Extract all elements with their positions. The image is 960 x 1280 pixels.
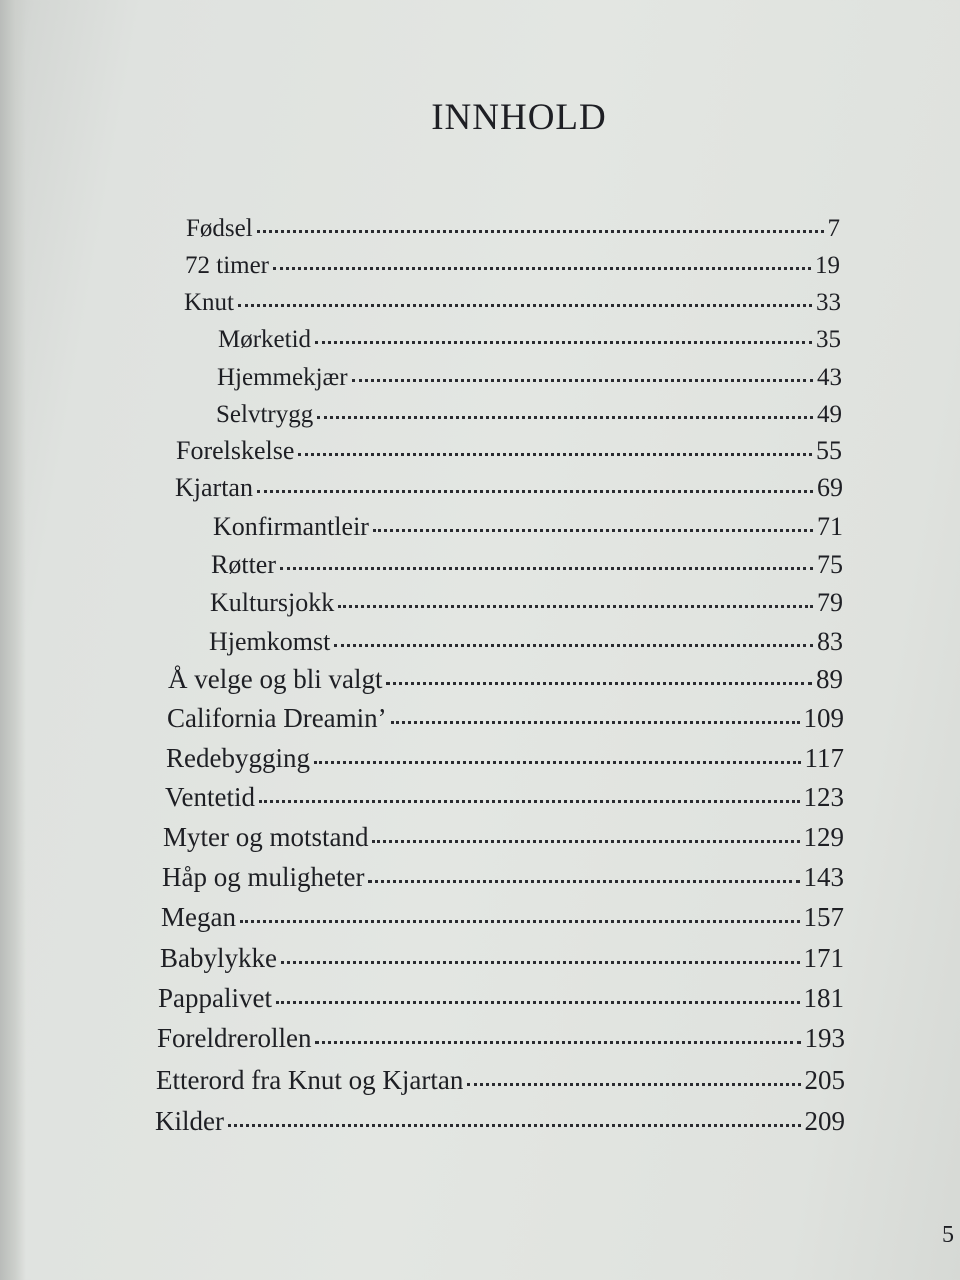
toc-entry-label: Knut — [184, 289, 234, 316]
toc-entry-page: 69 — [817, 473, 843, 502]
toc-entry-label: Ventetid — [165, 782, 255, 812]
toc-entry[interactable] — [175, 469, 843, 505]
toc-entry[interactable] — [216, 395, 842, 431]
dot-leader — [334, 620, 813, 647]
dot-leader — [372, 816, 799, 843]
toc-entry[interactable] — [168, 661, 843, 697]
toc-entry-label: Kultursjokk — [210, 588, 335, 617]
dot-leader — [257, 466, 813, 493]
page-title: INNHOLD — [431, 97, 607, 138]
dot-leader — [373, 505, 813, 532]
toc-entry-page: 49 — [817, 401, 842, 428]
toc-entry-label: Redebygging — [166, 743, 310, 773]
toc-entry-page: 79 — [817, 588, 843, 617]
toc-entry-label: Forelskelse — [176, 436, 295, 465]
toc-entry-page: 7 — [827, 215, 840, 242]
toc-entry-page: 71 — [817, 512, 843, 541]
toc-entry-label: Etterord fra Knut og Kjartan — [156, 1065, 464, 1095]
dot-leader — [273, 243, 811, 270]
toc-entry-page: 43 — [817, 364, 842, 391]
toc-entry-page: 205 — [804, 1065, 845, 1095]
toc-entry[interactable] — [157, 1020, 845, 1056]
dot-leader — [368, 856, 799, 883]
toc-entry[interactable] — [213, 508, 843, 544]
dot-leader — [352, 355, 813, 382]
toc-entry-page: 143 — [803, 862, 844, 892]
toc-entry[interactable] — [217, 358, 842, 394]
toc-entry-label: Hjemkomst — [209, 627, 331, 656]
dot-leader — [315, 317, 812, 344]
toc-entry[interactable] — [211, 546, 843, 582]
toc-entry-page: 123 — [803, 782, 844, 812]
toc-entry[interactable] — [184, 283, 841, 319]
toc-entry[interactable] — [155, 1103, 845, 1139]
toc-entry[interactable] — [176, 432, 842, 468]
toc-entry-label: Myter og motstand — [163, 822, 369, 852]
dot-leader — [280, 543, 813, 570]
dot-leader — [298, 429, 812, 456]
toc-entry-page: 157 — [803, 902, 844, 932]
toc-entry[interactable] — [160, 940, 844, 976]
dot-leader — [314, 737, 801, 764]
toc-entry-page: 19 — [815, 252, 840, 279]
toc-entry[interactable] — [162, 859, 844, 895]
dot-leader — [238, 280, 812, 307]
page-number: 5 — [942, 1222, 954, 1248]
toc-entry-page: 33 — [816, 289, 841, 316]
toc-entry-page: 117 — [804, 743, 844, 773]
toc-entry-label: Å velge og bli valgt — [168, 664, 383, 694]
toc-entry-label: Kilder — [155, 1106, 224, 1136]
toc-entry-label: Megan — [161, 902, 236, 932]
toc-entry-label: California Dreamin’ — [167, 703, 387, 733]
dot-leader — [386, 658, 812, 685]
dot-leader — [259, 776, 800, 803]
toc-entry[interactable] — [156, 1062, 845, 1098]
dot-leader — [391, 697, 800, 724]
toc-entry-label: Mørketid — [218, 326, 312, 353]
toc-entry-label: Konfirmantleir — [213, 512, 369, 541]
toc-entry-label: Hjemmekjær — [217, 364, 348, 391]
toc-entry-label: Fødsel — [186, 215, 253, 242]
dot-leader — [338, 581, 813, 608]
toc-entry-page: 171 — [803, 943, 844, 973]
toc-entry-page: 193 — [804, 1023, 845, 1053]
toc-entry[interactable] — [163, 819, 844, 855]
toc-entry[interactable] — [210, 584, 843, 620]
dot-leader — [228, 1100, 801, 1127]
toc-entry[interactable] — [161, 899, 844, 935]
toc-entry-label: Selvtrygg — [216, 401, 314, 428]
toc-entry[interactable] — [209, 623, 843, 659]
dot-leader — [315, 1017, 800, 1044]
toc-entry[interactable] — [186, 209, 840, 245]
dot-leader — [240, 896, 800, 923]
toc-entry-page: 109 — [803, 703, 844, 733]
toc-entry[interactable] — [185, 246, 840, 282]
toc-entry-label: 72 timer — [185, 252, 270, 279]
toc-entry-label: Babylykke — [160, 943, 277, 973]
toc-entry-page: 89 — [816, 664, 843, 694]
dot-leader — [276, 977, 800, 1004]
toc-entry-page: 75 — [817, 550, 843, 579]
toc-entry[interactable] — [166, 740, 844, 776]
toc-entry-page: 209 — [804, 1106, 845, 1136]
toc-entry-page: 35 — [816, 326, 841, 353]
toc-entry-page: 181 — [803, 983, 844, 1013]
toc-entry-label: Røtter — [211, 550, 276, 579]
dot-leader — [281, 937, 800, 964]
toc-entry-page: 83 — [817, 627, 843, 656]
toc-entry-page: 55 — [816, 436, 842, 465]
toc-entry-label: Kjartan — [175, 473, 253, 502]
dot-leader — [317, 392, 813, 419]
toc-entry-label: Pappalivet — [158, 983, 272, 1013]
toc-entry-page: 129 — [803, 822, 844, 852]
toc-entry[interactable] — [165, 779, 844, 815]
toc-entry[interactable] — [218, 320, 841, 356]
toc-entry-label: Håp og muligheter — [162, 862, 365, 892]
toc-entry[interactable] — [167, 700, 844, 736]
dot-leader — [467, 1059, 800, 1086]
toc-entry-label: Foreldrerollen — [157, 1023, 312, 1053]
toc-entry[interactable] — [158, 980, 844, 1016]
dot-leader — [257, 206, 824, 233]
